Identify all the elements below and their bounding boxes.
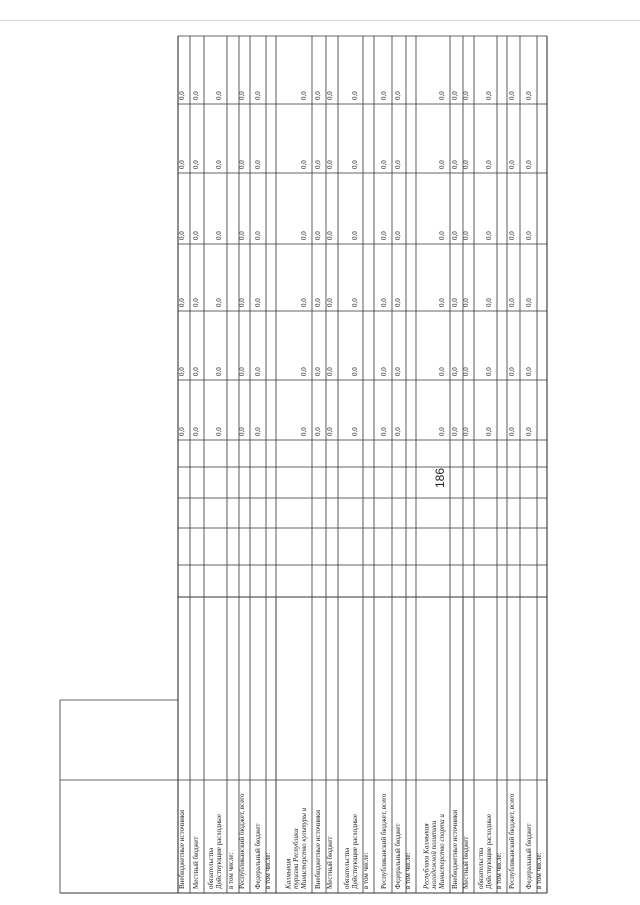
row-label: в том числе: <box>535 852 543 889</box>
value-cell: 0,0 <box>300 427 308 436</box>
value-cell: 0,0 <box>215 91 223 100</box>
value-cell: 0,0 <box>451 298 459 307</box>
value-cell: 0,0 <box>394 367 402 376</box>
row-label: Местный бюджет <box>192 836 200 889</box>
value-cell: 0,0 <box>192 231 200 240</box>
value-cell: 0,0 <box>178 298 186 307</box>
row-label: обязательства <box>477 847 486 889</box>
row-label: в том числе: <box>495 852 503 889</box>
value-cell: 0,0 <box>462 91 470 100</box>
value-cell: 0,0 <box>192 91 200 100</box>
row-label: Внебюджетные источники <box>314 809 322 889</box>
value-cell: 0,0 <box>254 231 262 240</box>
row-label: в том числе: <box>404 852 412 889</box>
value-cell: 0,0 <box>508 367 516 376</box>
value-cell: 0,0 <box>192 427 200 436</box>
row-label: Действующие расходные <box>351 814 359 889</box>
value-cell: 0,0 <box>380 427 388 436</box>
value-cell: 0,0 <box>238 160 246 169</box>
value-cell: 0,0 <box>326 160 334 169</box>
value-cell: 0,0 <box>525 91 533 100</box>
page-number: 186 <box>433 467 447 489</box>
value-cell: 0,0 <box>485 367 493 376</box>
row-label: Федеральный бюджет <box>394 823 402 889</box>
value-cell: 0,0 <box>485 298 493 307</box>
value-cell: 0,0 <box>394 91 402 100</box>
value-cell: 0,0 <box>254 367 262 376</box>
value-cell: 0,0 <box>485 91 493 100</box>
value-cell: 0,0 <box>380 160 388 169</box>
value-cell: 0,0 <box>314 367 322 376</box>
value-cell: 0,0 <box>525 367 533 376</box>
value-cell: 0,0 <box>215 160 223 169</box>
value-cell: 0,0 <box>438 91 446 100</box>
value-cell: 0,0 <box>351 427 359 436</box>
value-cell: 0,0 <box>300 160 308 169</box>
value-cell: 0,0 <box>438 231 446 240</box>
value-cell: 0,0 <box>351 160 359 169</box>
value-cell: 0,0 <box>192 367 200 376</box>
row-label: туризма Республики <box>292 828 301 889</box>
value-cell: 0,0 <box>178 427 186 436</box>
value-cell: 0,0 <box>462 367 470 376</box>
row-label: молодежной политики <box>430 820 439 889</box>
value-cell: 0,0 <box>326 427 334 436</box>
row-label: в том числе: <box>264 852 272 889</box>
row-label: Республиканский бюджет, всего <box>238 793 246 889</box>
value-cell: 0,0 <box>451 91 459 100</box>
row-label: Калмыкия <box>284 858 293 889</box>
value-cell: 0,0 <box>351 231 359 240</box>
row-label: Министерство культуры и <box>300 807 308 889</box>
value-cell: 0,0 <box>485 160 493 169</box>
value-cell: 0,0 <box>300 298 308 307</box>
row-label: Действующие расходные <box>215 814 223 889</box>
value-cell: 0,0 <box>215 427 223 436</box>
value-cell: 0,0 <box>314 160 322 169</box>
value-cell: 0,0 <box>451 367 459 376</box>
value-cell: 0,0 <box>508 91 516 100</box>
value-cell: 0,0 <box>351 367 359 376</box>
value-cell: 0,0 <box>254 91 262 100</box>
row-label: в том числе: <box>362 852 370 889</box>
value-cell: 0,0 <box>525 231 533 240</box>
value-cell: 0,0 <box>178 91 186 100</box>
row-label: обязательства <box>343 847 352 889</box>
value-cell: 0,0 <box>178 231 186 240</box>
value-cell: 0,0 <box>326 367 334 376</box>
row-label: в том числе: <box>227 852 235 889</box>
value-cell: 0,0 <box>462 298 470 307</box>
value-cell: 0,0 <box>525 160 533 169</box>
row-label: Федеральный бюджет <box>525 823 533 889</box>
value-cell: 0,0 <box>238 231 246 240</box>
value-cell: 0,0 <box>380 231 388 240</box>
value-cell: 0,0 <box>394 298 402 307</box>
row-label: Местный бюджет <box>326 836 334 889</box>
value-cell: 0,0 <box>380 91 388 100</box>
value-cell: 0,0 <box>192 160 200 169</box>
table-cells <box>178 91 543 890</box>
value-cell: 0,0 <box>178 160 186 169</box>
row-label: Федеральный бюджет <box>254 823 262 889</box>
value-cell: 0,0 <box>525 298 533 307</box>
row-label: Внебюджетные источники <box>451 809 459 889</box>
value-cell: 0,0 <box>314 91 322 100</box>
value-cell: 0,0 <box>462 160 470 169</box>
value-cell: 0,0 <box>485 231 493 240</box>
value-cell: 0,0 <box>351 91 359 100</box>
value-cell: 0,0 <box>238 367 246 376</box>
value-cell: 0,0 <box>300 367 308 376</box>
value-cell: 0,0 <box>438 160 446 169</box>
value-cell: 0,0 <box>238 427 246 436</box>
row-label: Республики Калмыкия <box>422 823 431 889</box>
value-cell: 0,0 <box>238 298 246 307</box>
value-cell: 0,0 <box>508 427 516 436</box>
value-cell: 0,0 <box>254 160 262 169</box>
row-label: Действующие расходные <box>485 814 493 889</box>
row-label: Республиканский бюджет, всего <box>508 793 516 889</box>
value-cell: 0,0 <box>300 231 308 240</box>
value-cell: 0,0 <box>254 427 262 436</box>
value-cell: 0,0 <box>438 427 446 436</box>
value-cell: 0,0 <box>314 231 322 240</box>
value-cell: 0,0 <box>394 231 402 240</box>
value-cell: 0,0 <box>351 298 359 307</box>
value-cell: 0,0 <box>451 160 459 169</box>
row-label: Министерство спорта и <box>438 814 446 889</box>
value-cell: 0,0 <box>485 427 493 436</box>
value-cell: 0,0 <box>314 427 322 436</box>
value-cell: 0,0 <box>314 298 322 307</box>
value-cell: 0,0 <box>300 91 308 100</box>
row-label: Местный бюджет <box>462 836 470 889</box>
value-cell: 0,0 <box>326 298 334 307</box>
value-cell: 0,0 <box>215 367 223 376</box>
value-cell: 0,0 <box>178 367 186 376</box>
value-cell: 0,0 <box>380 367 388 376</box>
value-cell: 0,0 <box>508 231 516 240</box>
value-cell: 0,0 <box>254 298 262 307</box>
row-label: обязательства <box>207 847 216 889</box>
value-cell: 0,0 <box>438 298 446 307</box>
value-cell: 0,0 <box>451 427 459 436</box>
value-cell: 0,0 <box>380 298 388 307</box>
value-cell: 0,0 <box>215 298 223 307</box>
value-cell: 0,0 <box>394 427 402 436</box>
value-cell: 0,0 <box>438 367 446 376</box>
value-cell: 0,0 <box>462 231 470 240</box>
value-cell: 0,0 <box>192 298 200 307</box>
value-cell: 0,0 <box>326 231 334 240</box>
value-cell: 0,0 <box>394 160 402 169</box>
value-cell: 0,0 <box>326 91 334 100</box>
row-label: Республиканский бюджет, всего <box>380 793 388 889</box>
value-cell: 0,0 <box>508 160 516 169</box>
value-cell: 0,0 <box>525 427 533 436</box>
row-label: Внебюджетные источники <box>178 809 186 889</box>
value-cell: 0,0 <box>508 298 516 307</box>
value-cell: 0,0 <box>462 427 470 436</box>
value-cell: 0,0 <box>238 91 246 100</box>
value-cell: 0,0 <box>451 231 459 240</box>
value-cell: 0,0 <box>215 231 223 240</box>
